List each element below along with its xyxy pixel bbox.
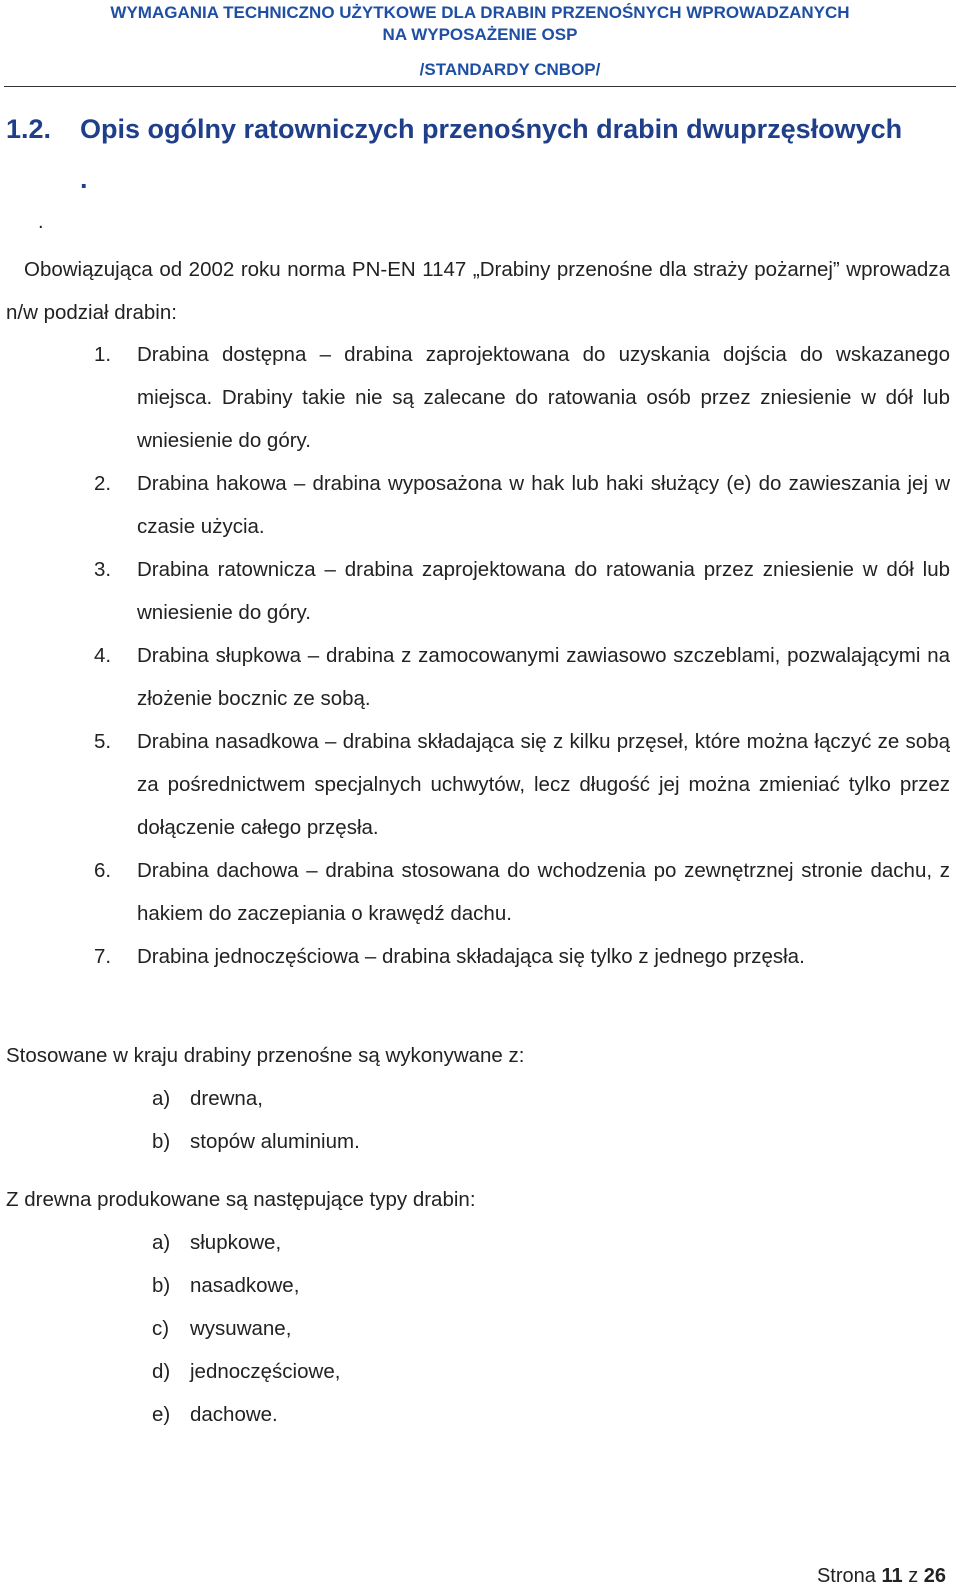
materials-list (152, 1077, 360, 1163)
list-item-text: Drabina jednoczęściowa – drabina składająca się tylko z jednego przęsła. (137, 945, 805, 968)
current-page: 11 (881, 1565, 903, 1587)
list-item (94, 935, 950, 978)
list-item-letter: a) (152, 1087, 171, 1110)
wood-types-list (152, 1221, 340, 1436)
list-item-number: 1. (94, 343, 112, 366)
list-item (94, 333, 950, 462)
list-item-letter: d) (152, 1360, 171, 1383)
header-subtitle: /STANDARDY CNBOP/ (419, 60, 601, 79)
list-item-number: 5. (94, 730, 112, 753)
ladder-types-list (94, 333, 950, 978)
header-title-line-1: WYMAGANIA TECHNICZNO UŻYTKOWE DLA DRABIN PRZENOŚNYCH WPROWADZANYCH (110, 3, 850, 22)
page-number-footer (817, 1564, 946, 1588)
list-item (152, 1120, 360, 1163)
list-item-text: Drabina dostępna – drabina zaprojektowana do uzyskania dojścia do wskazanego miejsca. Drabiny takie nie są zalecane do ratowania osób przez zniesienie w dół lub wniesienie do góry. (137, 343, 950, 452)
list-item (152, 1350, 340, 1393)
list-item (152, 1264, 340, 1307)
list-item-text: drewna, (190, 1087, 263, 1110)
list-item (152, 1077, 360, 1120)
list-item-text: Drabina hakowa – drabina wyposażona w hak lub haki służący (e) do zawieszania jej w czasie użycia. (137, 472, 950, 538)
footer-label: Strona (816, 1565, 876, 1587)
wood-intro: Z drewna produkowane są następujące typy drabin: (6, 1188, 476, 1211)
list-item (94, 548, 950, 634)
list-item-letter: b) (152, 1130, 171, 1153)
list-item (152, 1393, 340, 1436)
intro-text: Obowiązująca od 2002 roku norma PN-EN 1147 „Drabiny przenośne dla straży pożarnej” wprowadza n/w podział drabin: (6, 258, 950, 324)
list-item-letter: e) (152, 1403, 171, 1426)
list-item-text: nasadkowe, (190, 1274, 300, 1297)
list-item-number: 6. (94, 859, 112, 882)
list-item-letter: b) (152, 1274, 171, 1297)
section-number: 1.2. (6, 114, 52, 144)
list-item (94, 720, 950, 849)
list-item-number: 4. (94, 644, 112, 667)
list-item-text: Drabina słupkowa – drabina z zamocowanymi zawiasowo szczeblami, pozwalającymi na złożenie bocznic ze sobą. (137, 644, 950, 710)
list-item-text: Drabina nasadkowa – drabina składająca się z kilku przęseł, które można łączyć ze sobą za pośrednictwem specjalnych uchwytów, lecz długość jej można zmieniać tylko przez dołączenie całego przęsła. (137, 730, 950, 839)
list-item-number: 3. (94, 558, 112, 581)
total-pages: 26 (923, 1565, 946, 1587)
list-item-number: 2. (94, 472, 112, 495)
list-item-text: Drabina ratownicza – drabina zaprojektowana do ratowania przez zniesienie w dół lub wniesienie do góry. (137, 558, 950, 624)
list-item (94, 634, 950, 720)
list-item-text: słupkowe, (190, 1231, 282, 1254)
intro-paragraph (6, 248, 950, 334)
list-item-text: jednoczęściowe, (190, 1360, 341, 1383)
list-item-number: 7. (94, 945, 112, 968)
list-item-letter: a) (152, 1231, 171, 1254)
footer-of: z (908, 1565, 919, 1587)
header-divider (4, 86, 956, 87)
list-item-text: Drabina dachowa – drabina stosowana do wchodzenia po zewnętrznej stronie dachu, z hakiem do zaczepiania o krawędź dachu. (137, 859, 950, 925)
stray-dot: . (38, 211, 44, 233)
list-item (94, 462, 950, 548)
list-item-text: dachowe. (190, 1403, 278, 1426)
list-item-text: wysuwane, (190, 1317, 292, 1340)
header-title-line-2: NA WYPOSAŻENIE OSP (382, 25, 578, 44)
list-item (152, 1221, 340, 1264)
list-item-text: stopów aluminium. (190, 1130, 360, 1153)
materials-intro: Stosowane w kraju drabiny przenośne są wykonywane z: (6, 1044, 525, 1067)
list-item-letter: c) (152, 1317, 170, 1340)
section-title: Opis ogólny ratowniczych przenośnych drabin dwuprzęsłowych . (80, 114, 903, 194)
list-item (152, 1307, 340, 1350)
list-item (94, 849, 950, 935)
